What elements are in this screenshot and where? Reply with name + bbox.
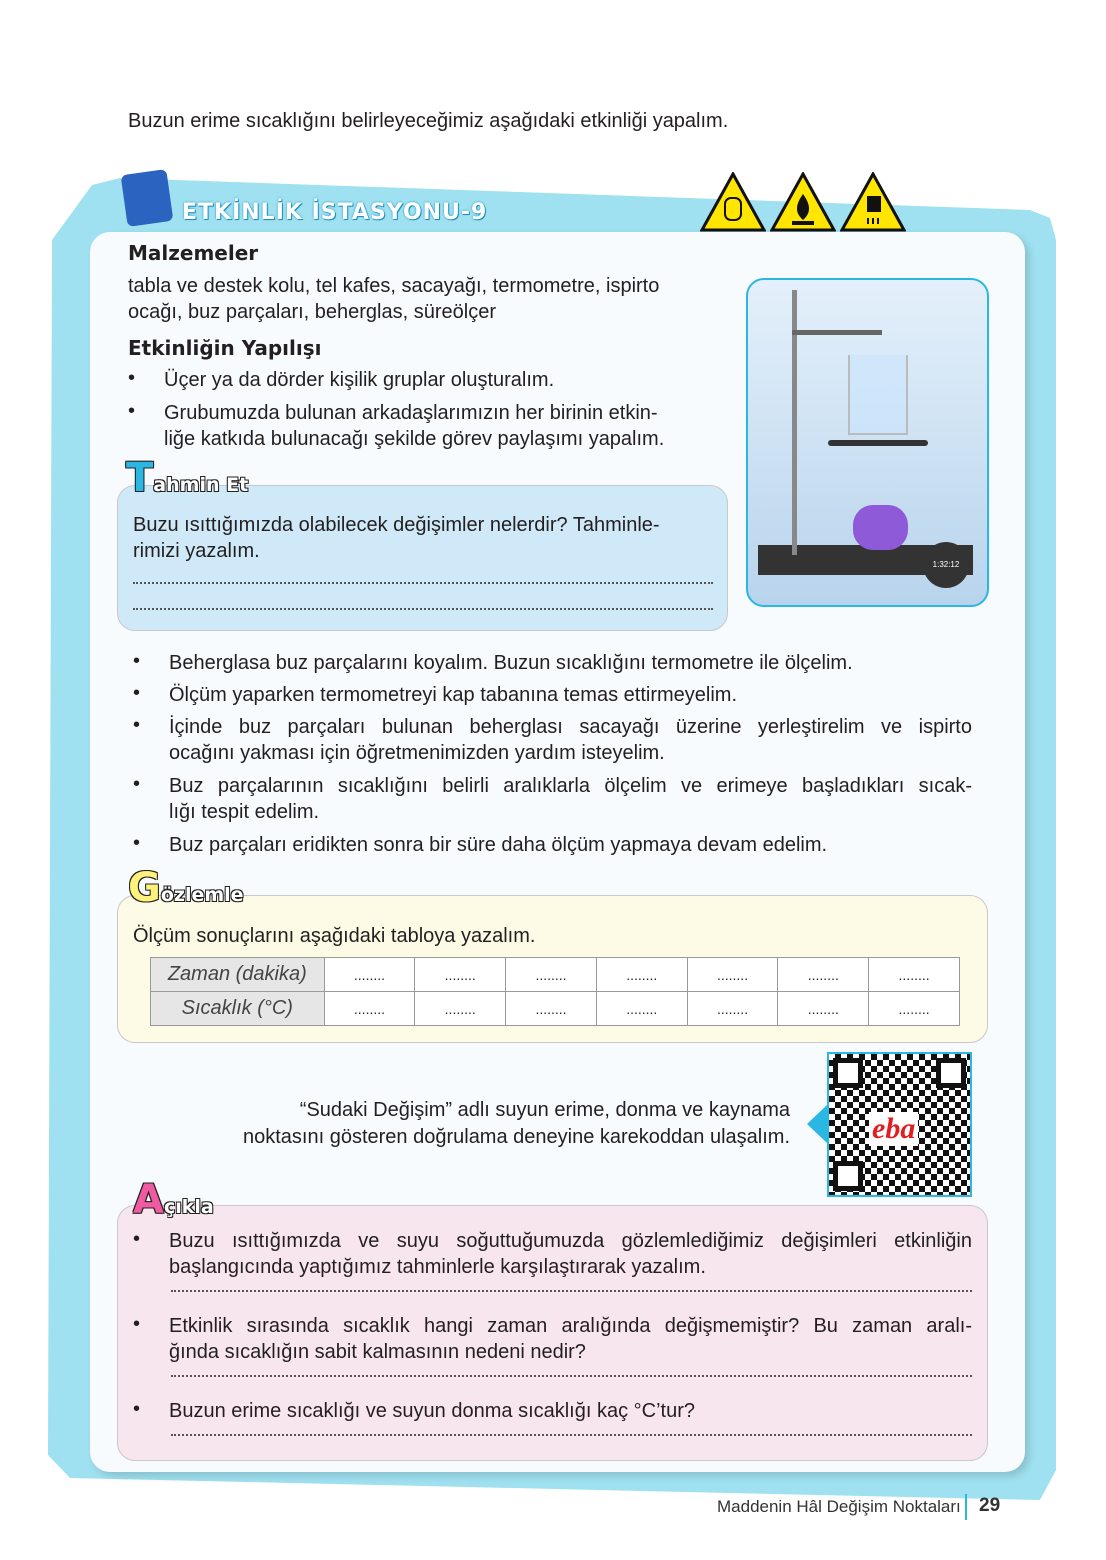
explain-item: Buzun erime sıcaklığı ve suyun donma sıcaklığı kaç °C’tur?: [169, 1400, 696, 1422]
step-item: ocağını yakması için öğretmenimizden yardım isteyelim.: [169, 742, 665, 764]
materials-line: tabla ve destek kolu, tel kafes, sacayağı, termometre, ispirto: [128, 275, 660, 297]
bullet: •: [133, 682, 141, 704]
answer-line[interactable]: [171, 1290, 972, 1292]
explain-item: Buzu ısıttığımızda ve suyu soğuttuğumuzda gözlemlediğimiz değişimleri etkinliğin: [169, 1230, 972, 1252]
table-cell[interactable]: ........: [324, 992, 415, 1026]
table-row: [151, 992, 960, 1026]
procedure-heading: Etkinliğin Yapılışı: [128, 336, 322, 360]
activity-title: ETKİNLİK İSTASYONU-9: [182, 200, 488, 225]
table-cell[interactable]: ........: [324, 958, 415, 992]
bullet: •: [133, 832, 141, 854]
qr-code[interactable]: [827, 1052, 972, 1197]
bullet: •: [133, 1398, 141, 1420]
stopwatch-display: 1:32:12: [923, 542, 969, 588]
explain-label: Açıkla: [133, 1177, 214, 1223]
answer-line[interactable]: [133, 582, 713, 584]
table-cell[interactable]: ........: [869, 958, 960, 992]
row-header: Zaman (dakika): [151, 958, 325, 992]
procedure-item: Grubumuzda bulunan arkadaşlarımızın her birinin etkin-: [164, 402, 658, 424]
observe-label: Gözlemle: [128, 865, 244, 911]
explain-item: başlangıcında yaptığımız tahminlerle karşılaştırarak yazalım.: [169, 1256, 706, 1278]
table-cell[interactable]: ........: [869, 992, 960, 1026]
step-item: Buz parçalarının sıcaklığını belirli aralıklarla ölçelim ve erimeye başladıkları sıcak-: [169, 775, 972, 797]
intro-text: Buzun erime sıcaklığını belirleyeceğimiz aşağıdaki etkinliği yapalım.: [128, 110, 729, 132]
bullet: •: [133, 773, 141, 795]
qr-text: “Sudaki Değişim” adlı suyun erime, donma ve kaynama: [299, 1099, 790, 1121]
table-cell[interactable]: ........: [596, 958, 687, 992]
predict-text: Buzu ısıttığımızda olabilecek değişimler nelerdir? Tahminle-: [133, 514, 660, 536]
predict-label: Tahmin Et: [126, 455, 249, 501]
step-item: Beherglasa buz parçalarını koyalım. Buzun sıcaklığını termometre ile ölçelim.: [169, 652, 853, 674]
table-cell[interactable]: ........: [778, 958, 869, 992]
step-item: Ölçüm yaparken termometreyi kap tabanına temas ettirmeyelim.: [169, 684, 737, 706]
table-cell[interactable]: ........: [415, 958, 506, 992]
experiment-setup-image: [746, 278, 989, 607]
predict-text: rimizi yazalım.: [133, 540, 260, 562]
table-row: [151, 958, 960, 992]
procedure-item: liğe katkıda bulunacağı şekilde görev paylaşımı yapalım.: [164, 428, 665, 450]
table-cell[interactable]: ........: [415, 992, 506, 1026]
answer-line[interactable]: [133, 608, 713, 610]
step-item: Buz parçaları eridikten sonra bir süre daha ölçüm yapmaya devam edelim.: [169, 834, 828, 856]
pointer-arrow-icon: [807, 1105, 827, 1143]
bullet: •: [133, 1228, 141, 1250]
materials-line: ocağı, buz parçaları, beherglas, süreölçer: [128, 301, 496, 323]
bullet: •: [133, 714, 141, 736]
eba-logo: eba: [869, 1112, 918, 1146]
warning-icons: [700, 172, 906, 232]
eye-protection-icon: [700, 172, 766, 232]
puzzle-icon: [121, 169, 174, 227]
row-header: Sıcaklık (°C): [151, 992, 325, 1026]
measurement-table: [150, 957, 960, 1026]
flammable-icon: [770, 172, 836, 232]
qr-text: noktasını gösteren doğrulama deneyine karekoddan ulaşalım.: [242, 1126, 790, 1148]
answer-line[interactable]: [171, 1375, 972, 1377]
footer-divider: [965, 1494, 967, 1520]
answer-line[interactable]: [171, 1434, 972, 1436]
table-cell[interactable]: ........: [687, 992, 778, 1026]
bullet: •: [128, 400, 136, 422]
table-cell[interactable]: ........: [506, 958, 597, 992]
table-cell[interactable]: ........: [778, 992, 869, 1026]
observe-text: Ölçüm sonuçlarını aşağıdaki tabloya yazalım.: [133, 925, 536, 947]
explain-item: Etkinlik sırasında sıcaklık hangi zaman aralığında değişmemiştir? Bu zaman aralı-: [169, 1315, 972, 1337]
bullet: •: [133, 1313, 141, 1335]
bullet: •: [128, 367, 136, 389]
table-cell[interactable]: ........: [596, 992, 687, 1026]
bullet: •: [133, 650, 141, 672]
footer-chapter: Maddenin Hâl Değişim Noktaları: [717, 1497, 961, 1516]
step-item: İçinde buz parçaları bulunan beherglası sacayağı üzerine yerleştirelim ve ispirto: [169, 716, 972, 738]
step-item: lığı tespit edelim.: [169, 801, 320, 823]
table-cell[interactable]: ........: [506, 992, 597, 1026]
table-cell[interactable]: ........: [687, 958, 778, 992]
page-number: 29: [979, 1495, 1001, 1516]
procedure-item: Üçer ya da dörder kişilik gruplar oluşturalım.: [164, 369, 555, 391]
materials-heading: Malzemeler: [128, 241, 259, 265]
explain-item: ğında sıcaklığın sabit kalmasının nedeni nedir?: [169, 1341, 586, 1363]
hot-surface-icon: [840, 172, 906, 232]
